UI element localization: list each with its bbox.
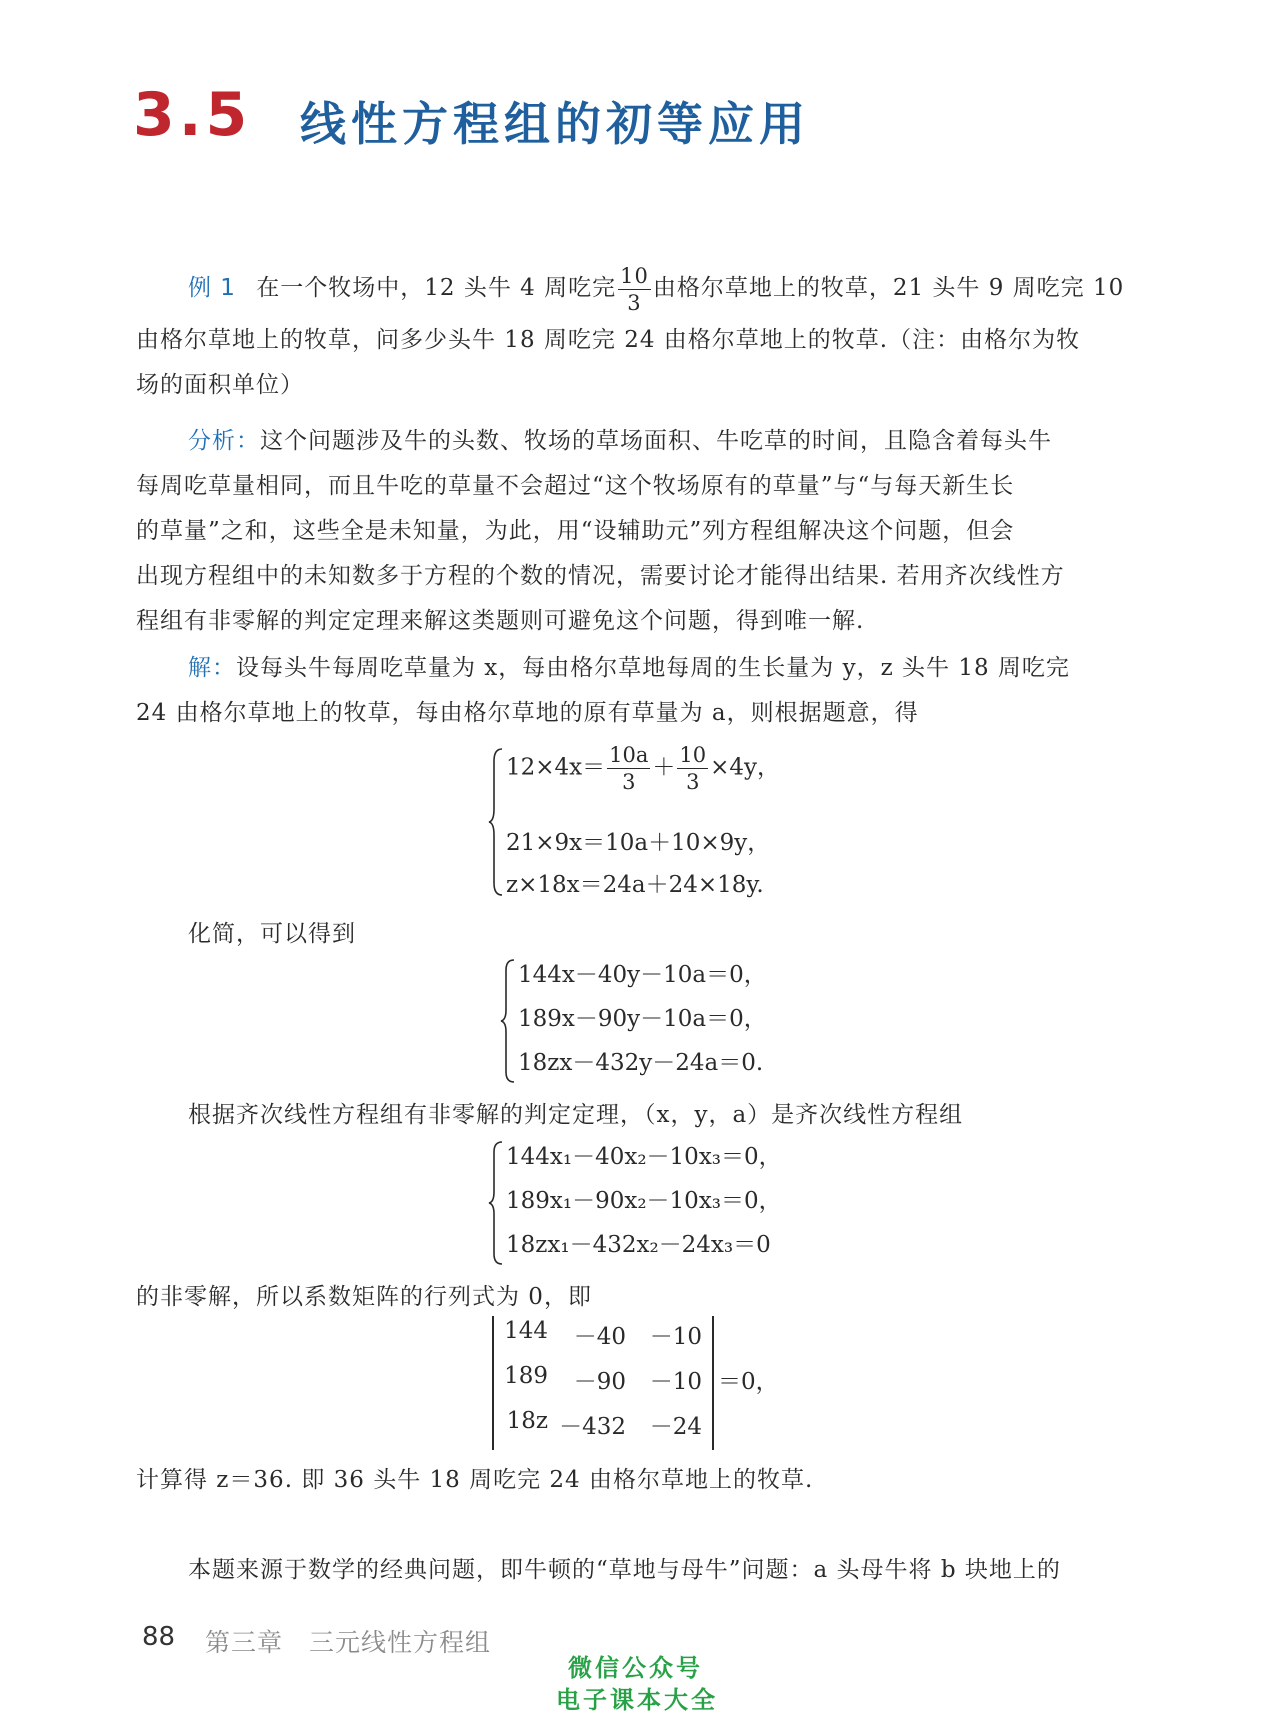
det-cell: －40 — [573, 1324, 626, 1350]
analysis-block — [136, 419, 1136, 644]
det-cell: 144 — [504, 1318, 548, 1344]
watermark-line-1: 微信公众号 — [568, 1654, 703, 1682]
det-cell: －90 — [573, 1369, 626, 1395]
system1-eq1 — [506, 742, 780, 795]
system2-eq2: 189x－90y－10a＝0， — [518, 1006, 767, 1032]
equation-system-2 — [500, 956, 800, 1086]
system3-eq1: 144x₁－40x₂－10x₃＝0， — [506, 1144, 782, 1170]
section-number: 3.5 — [133, 80, 252, 150]
system1-eq1-frac1 — [607, 742, 650, 795]
det-cell: －432 — [559, 1414, 626, 1440]
example-block — [136, 258, 1136, 408]
example-line-3: 场的面积单位） — [136, 372, 304, 398]
nonzero-text: 的非零解，所以系数矩阵的行列式为 0，即 — [136, 1284, 592, 1310]
simplify-text: 化简，可以得到 — [188, 921, 356, 947]
simplify-paragraph — [136, 912, 1136, 957]
closing-text: 本题来源于数学的经典问题，即牛顿的“草地与母牛”问题：a 头母牛将 b 块地上的 — [188, 1557, 1061, 1583]
watermark-line-2: 电子课本大全 — [556, 1686, 718, 1714]
example-fraction — [618, 263, 651, 316]
closing-paragraph — [136, 1548, 1136, 1593]
solution-label: 解： — [188, 655, 236, 681]
analysis-line-5: 程组有非零解的判定定理来解这类题则可避免这个问题，得到唯一解. — [136, 608, 865, 634]
solution-block — [136, 646, 1136, 736]
example-fraction-den: 3 — [627, 290, 642, 315]
example-fraction-num: 10 — [620, 263, 649, 288]
det-cell: 189 — [504, 1363, 548, 1389]
determinant-suffix: ＝0， — [718, 1369, 779, 1395]
system1-eq1-frac1-num: 10a — [609, 743, 649, 767]
theorem-text: 根据齐次线性方程组有非零解的判定定理，（x，y，a）是齐次线性方程组 — [188, 1102, 964, 1128]
example-line-1 — [188, 258, 1136, 318]
nonzero-paragraph — [136, 1275, 1136, 1320]
system2-eq3: 18zx－432y－24a＝0. — [518, 1050, 764, 1076]
analysis-line-1 — [188, 419, 1136, 464]
system1-eq1-frac2-den: 3 — [686, 770, 700, 794]
result-paragraph — [136, 1458, 1136, 1503]
det-cell: －10 — [649, 1369, 702, 1395]
section-title: 线性方程组的初等应用 — [300, 97, 810, 151]
system1-eq2: 21×9x＝10a＋10×9y， — [506, 830, 771, 856]
system1-eq1-frac2-num: 10 — [679, 743, 707, 767]
system1-eq3: z×18x＝24a＋24×18y. — [506, 872, 764, 898]
equation-system-1 — [488, 742, 808, 902]
system1-eq1-frac2 — [677, 742, 708, 795]
example-label: 例 1 — [188, 275, 236, 301]
left-brace-icon — [500, 958, 518, 1084]
solution-line-2: 24 由格尔草地上的牧草，每由格尔草地的原有草量为 a，则根据题意，得 — [136, 700, 919, 726]
chapter-title: 第三章 三元线性方程组 — [205, 1628, 492, 1657]
example-text-a: 在一个牧场中，12 头牛 4 周吃完 — [256, 275, 617, 301]
analysis-line-4: 出现方程组中的未知数多于方程的个数的情况，需要讨论才能得出结果. 若用齐次线性方 — [136, 563, 1065, 589]
theorem-paragraph — [136, 1093, 1136, 1138]
analysis-text-1: 这个问题涉及牛的头数、牧场的草场面积、牛吃草的时间，且隐含着每头牛 — [260, 428, 1052, 454]
det-cell: 18z — [506, 1408, 548, 1434]
example-text-b: 由格尔草地上的牧草，21 头牛 9 周吃完 10 — [652, 275, 1125, 301]
analysis-label: 分析： — [188, 428, 260, 454]
left-brace-icon — [488, 1140, 506, 1266]
analysis-line-3: 的草量”之和，这些全是未知量，为此，用“设辅助元”列方程组解决这个问题，但会 — [136, 518, 1015, 544]
page-number: 88 — [142, 1622, 176, 1652]
system1-eq1-plus: ＋ — [652, 754, 676, 781]
equation-system-3 — [488, 1138, 818, 1268]
system1-eq1-frac1-den: 3 — [622, 770, 636, 794]
system2-eq1: 144x－40y－10a＝0， — [518, 962, 767, 988]
det-cell: －24 — [649, 1414, 702, 1440]
system3-eq3: 18zx₁－432x₂－24x₃＝0 — [506, 1232, 771, 1258]
determinant — [492, 1316, 792, 1452]
result-text: 计算得 z＝36. 即 36 头牛 18 周吃完 24 由格尔草地上的牧草. — [136, 1467, 814, 1493]
left-brace-icon — [488, 747, 506, 897]
system1-eq1-rest: ×4y， — [710, 754, 781, 781]
solution-line-1 — [188, 646, 1136, 691]
system3-eq2: 189x₁－90x₂－10x₃＝0， — [506, 1188, 782, 1214]
example-line-2: 由格尔草地上的牧草，问多少头牛 18 周吃完 24 由格尔草地上的牧草.（注：由格尔为牧 — [136, 327, 1081, 353]
analysis-line-2: 每周吃草量相同，而且牛吃的草量不会超过“这个牧场原有的草量”与“与每天新生长 — [136, 473, 1015, 499]
det-cell: －10 — [649, 1324, 702, 1350]
determinant-right-bar — [712, 1316, 714, 1450]
solution-text-1: 设每头牛每周吃草量为 x，每由格尔草地每周的生长量为 y，z 头牛 18 周吃完 — [236, 655, 1070, 681]
system1-eq1-lhs: 12×4x＝ — [506, 754, 606, 781]
